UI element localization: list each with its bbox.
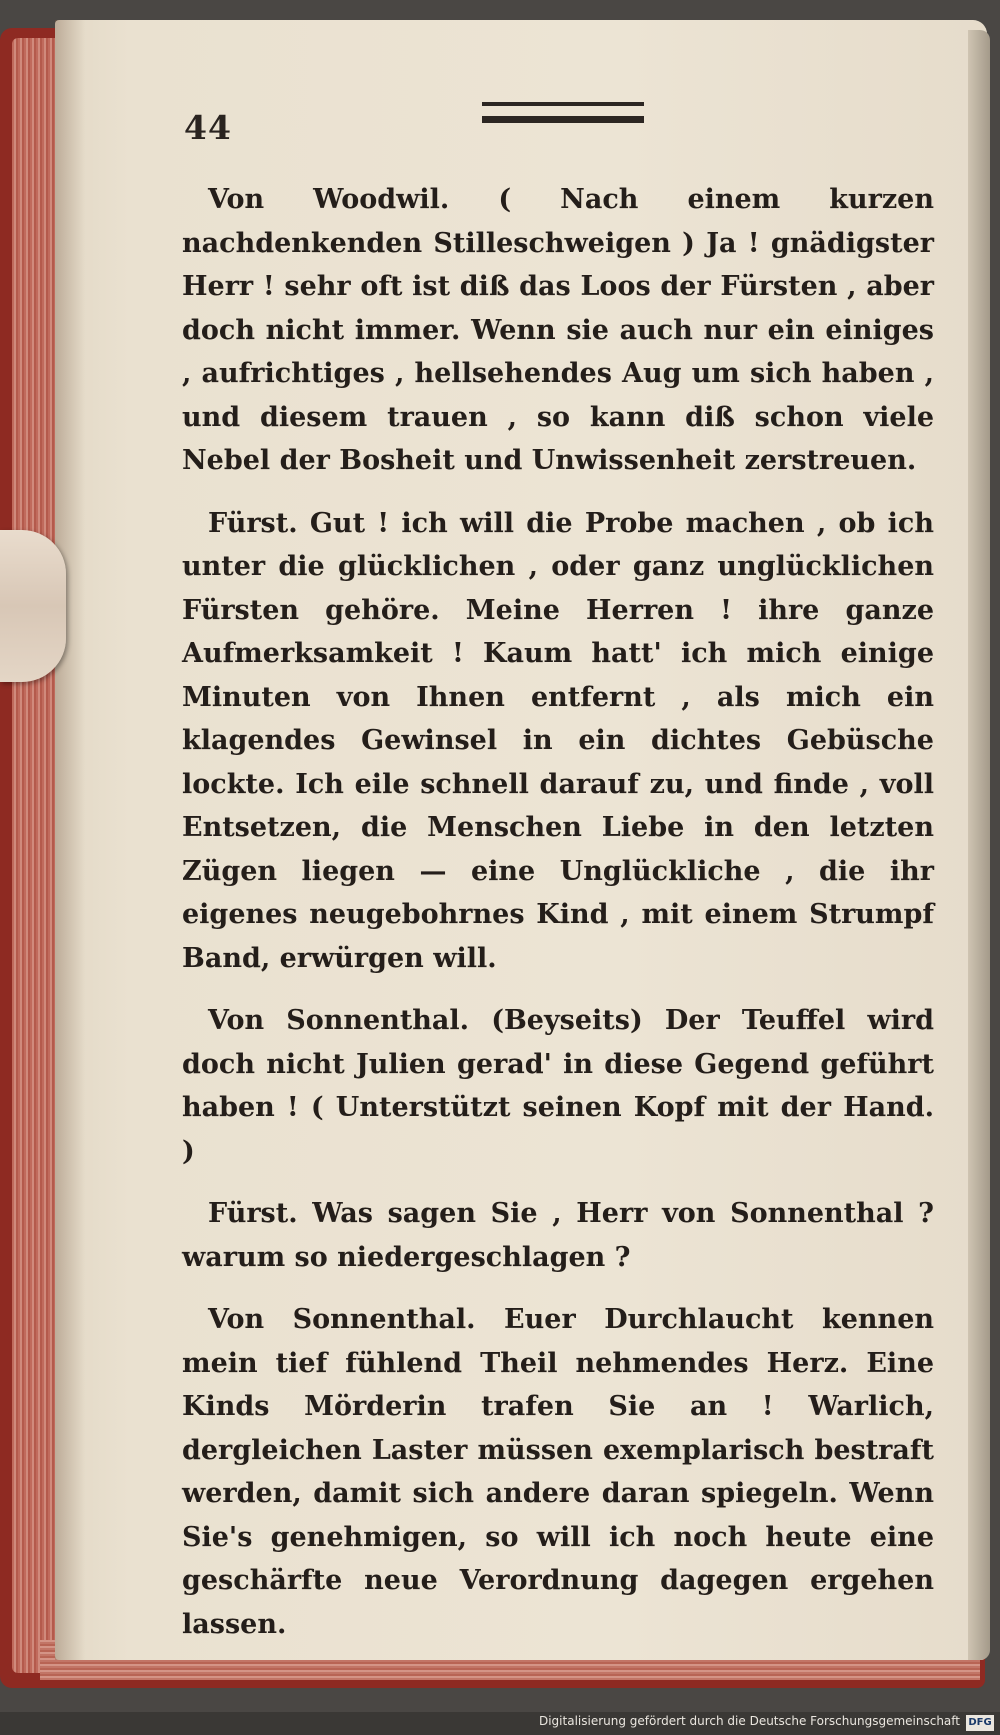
- paragraph-sonnenthal-1: Von Sonnenthal. (Beyseits) Der Teuffel wird doch nicht Julien gerad' in diese Gegend geführt haben ! ( Unterstützt seinen Kopf mit der Hand. ): [182, 1005, 934, 1167]
- paragraph-fuerst-2: Fürst. Was sagen Sie , Herr von Sonnenthal ? warum so niedergeschlagen ?: [182, 1198, 934, 1273]
- body-text: [182, 178, 934, 1665]
- footer-credit: Digitalisierung gefördert durch die Deutsche Forschungsgemeinschaft: [538, 1714, 960, 1728]
- header-rule-thick: [482, 116, 644, 123]
- paragraph-sonnenthal-2: Von Sonnenthal. Euer Durchlaucht kennen mein tief fühlend Theil nehmendes Herz. Eine Kinds Mörderin trafen Sie an ! Warlich, dergleichen Laster müssen exemplarisch bestraft werden, damit sich andere daran spiegeln. Wenn Sie's genehmigen, so will ich noch heute eine geschärfte neue Verordnung dagegen ergehen lassen.: [182, 1304, 934, 1640]
- header-rule-thin: [482, 102, 644, 106]
- page-number: 44: [184, 108, 232, 147]
- footer-bar: [0, 1712, 1000, 1735]
- dfg-logo: DFG: [966, 1715, 994, 1731]
- page-clip-icon: [0, 530, 66, 682]
- gutter-shadow: [55, 20, 85, 1660]
- paragraph-woodwil: Von Woodwil. ( Nach einem kurzen nachdenkenden Stilleschweigen ) Ja ! gnädigster Herr ! sehr oft ist diß das Loos der Fürsten , aber doch nicht immer. Wenn sie auch nur ein einiges , aufrichtiges , hellsehendes Aug um sich haben , und diesem trauen , so kann diß schon viele Nebel der Bosheit und Unwissenheit zerstreuen.: [182, 184, 934, 476]
- page-right-edge: [968, 30, 990, 1660]
- header-rule: [482, 102, 644, 130]
- paragraph-fuerst-1: Fürst. Gut ! ich will die Probe machen , ob ich unter die glücklichen , oder ganz unglücklichen Fürsten gehöre. Meine Herren ! ihre ganze Aufmerksamkeit ! Kaum hatt' ich mich einige Minuten von Ihnen entfernt , als mich ein klagendes Gewinsel in ein dichtes Gebüsche lockte. Ich eile schnell darauf zu, und finde , voll Entsetzen, die Menschen Liebe in den letzten Zügen liegen — eine Unglückliche , die ihr eigenes neugebohrnes Kind , mit einem Strumpf Band, erwürgen will.: [182, 507, 934, 974]
